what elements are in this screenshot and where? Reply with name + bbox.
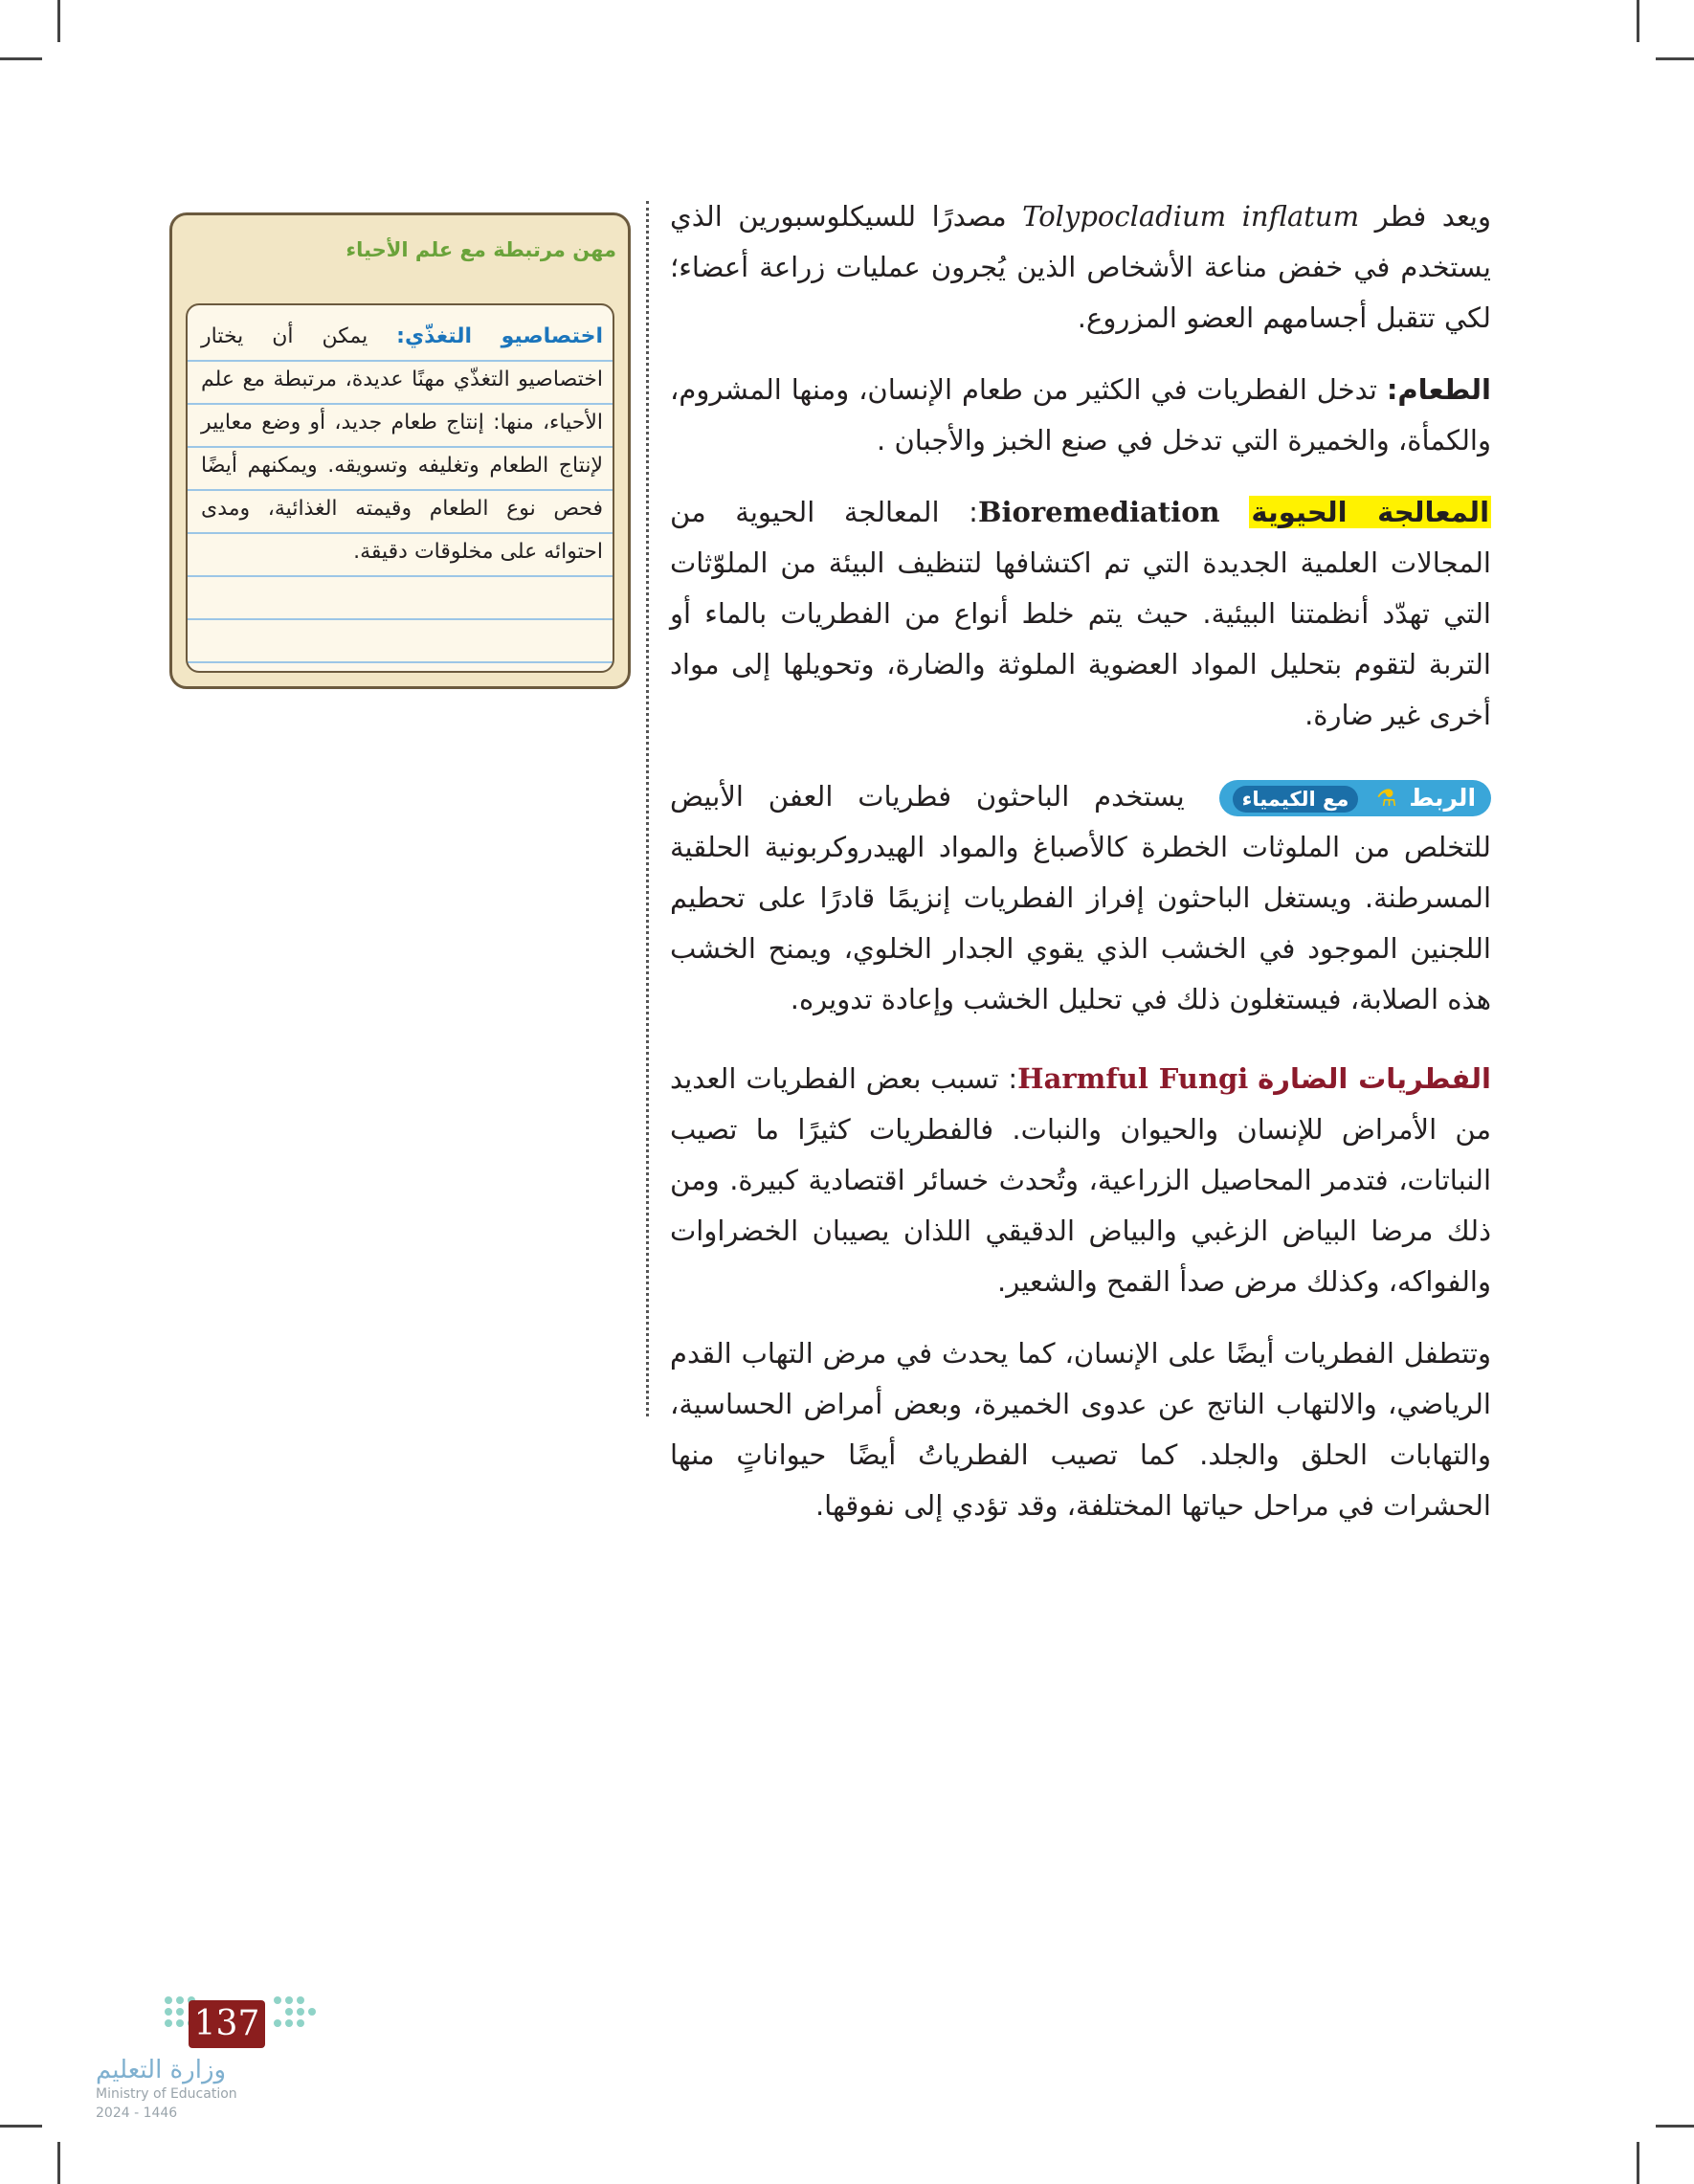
crop-mark <box>1637 0 1639 42</box>
species-name: Tolypocladium inflatum <box>1022 200 1360 233</box>
bioremediation-term: Bioremediation <box>977 496 1220 528</box>
page-number: 137 <box>189 2000 265 2048</box>
food-heading: الطعام: <box>1386 373 1492 406</box>
intro-paragraph <box>670 191 1491 344</box>
sidebar-heading: اختصاصيو التغذّي: <box>396 324 603 348</box>
sidebar-lined-panel <box>186 303 614 673</box>
crop-mark <box>1656 57 1694 60</box>
crop-mark <box>57 2142 60 2184</box>
badge-with-label: مع <box>1323 788 1349 811</box>
badge-main-label: الربط <box>1409 784 1477 812</box>
crop-mark <box>1656 2125 1694 2128</box>
food-paragraph <box>670 365 1491 466</box>
food-body: تدخل الفطريات في الكثير من طعام الإنسان، ومنها المشروم، والكمأة، والخميرة التي تدخل في صنع الخبز والأجبان . <box>670 373 1491 457</box>
bioremediation-paragraph <box>670 487 1491 741</box>
crop-mark <box>0 57 42 60</box>
harmful-fungi-paragraph <box>670 1054 1491 1307</box>
crop-mark <box>57 0 60 42</box>
bioremediation-heading: المعالجة الحيوية <box>1251 496 1490 528</box>
column-divider <box>646 201 649 1416</box>
careers-sidebar-card <box>169 212 631 689</box>
bioremediation-body: : المعالجة الحيوية من المجالات العلمية الجديدة التي تم اكتشافها لتنظيف البيئة من الملوّثات التي تهدّد أنظمتنا البيئية. حيث يتم خلط أنواع من الفطريات بالماء أو التربة لتقوم بتحليل المواد العضوية الملوثة والضارة، وتحويلها إلى مواد أخرى غير ضارة. <box>670 496 1491 731</box>
harmful-heading: الفطريات الضارة <box>1258 1062 1491 1095</box>
ministry-name-arabic: وزارة التعليم <box>96 2056 227 2084</box>
chemistry-link-body: يستخدم الباحثون فطريات العفن الأبيض للتخلص من الملوثات الخطرة كالأصباغ والمواد الهيدروكربونية الحلقية المسرطنة. ويستغل الباحثون إفراز الفطريات إنزيمًا قادرًا على تحطيم اللجنين الموجود في الخشب الذي يقوي الجدار الخلوي، ويمنح الخشب هذه الصلابة، فيستغلون ذلك في تحليل الخشب وإعادة تدويره. <box>670 780 1491 1015</box>
crop-mark <box>1637 2142 1639 2184</box>
ministry-name-english: Ministry of Education <box>96 2086 237 2102</box>
main-column <box>670 191 1491 1552</box>
sidebar-body: يمكن أن يختار اختصاصيو التغذّي مهنًا عديدة، مرتبطة مع علم الأحياء، منها: إنتاج طعام جديد، أو وضع معايير لإنتاج الطعام وتغليفه وتسويقه. ويمكنهم أيضًا فحص نوع الطعام وقيمته الغذائية، ومدى احتوائه على مخلوقات دقيقة. <box>201 324 603 564</box>
chemistry-link-badge <box>1219 780 1491 816</box>
flask-icon: ⚗ <box>1376 785 1397 812</box>
badge-subject-label: الكيمياء <box>1241 788 1316 811</box>
edition-year: 2024 - 1446 <box>96 2106 178 2121</box>
intro-prefix: ويعد فطر <box>1374 200 1492 233</box>
parasite-paragraph: وتتطفل الفطريات أيضًا على الإنسان، كما يحدث في مرض التهاب القدم الرياضي، والالتهاب الناتج عن عدوى الخميرة، وبعض أمراض الحساسية، والتهابات الحلق والجلد. كما تصيب الفطرياتُ أيضًا حيواناتٍ منها الحشرات في مراحل حياتها المختلفة، وقد تؤدي إلى نفوقها. <box>670 1337 1491 1522</box>
sidebar-text <box>201 315 603 573</box>
badge-subject <box>1233 786 1359 813</box>
harmful-body: : تسبب بعض الفطريات العديد من الأمراض للإنسان والحيوان والنبات. فالفطريات كثيرًا ما تصيب النباتات، فتدمر المحاصيل الزراعية، وتُحدث خسائر اقتصادية كبيرة. ومن ذلك مرضا البياض الزغبي والبياض الدقيقي اللذان يصيبان الخضراوات والفواكه، وكذلك مرض صدأ القمح والشعير. <box>670 1062 1491 1298</box>
harmful-term: Harmful Fungi <box>1017 1062 1249 1095</box>
chemistry-link-paragraph <box>670 771 1491 1025</box>
sidebar-title: مهن مرتبطة مع علم الأحياء <box>345 238 616 261</box>
crop-mark <box>0 2125 42 2128</box>
intro-rest: مصدرًا للسيكلوسبورين الذي يستخدم في خفض مناعة الأشخاص الذين يُجرون عمليات زراعة أعضاء؛ لكي تتقبل أجسامهم العضو المزروع. <box>670 200 1491 334</box>
